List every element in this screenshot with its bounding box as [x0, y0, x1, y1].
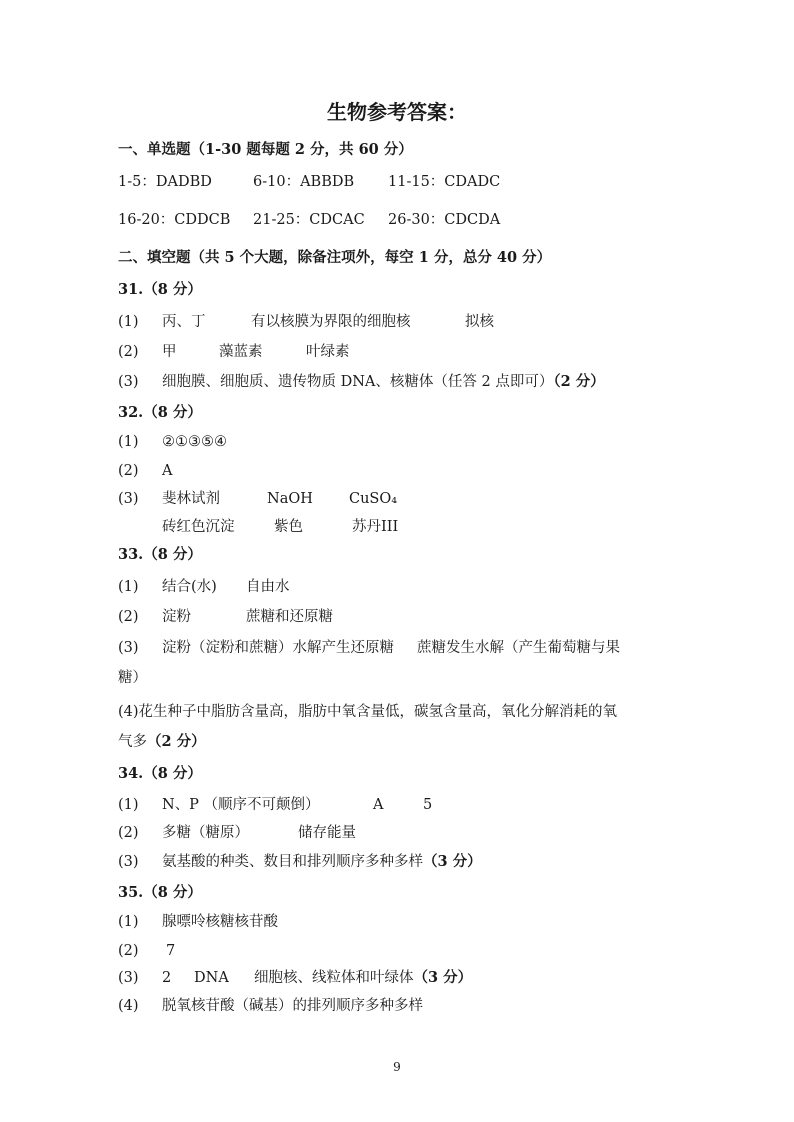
answer-text: 腺嘌呤核糖核苷酸: [162, 914, 278, 930]
answer-text: 储存能量: [298, 825, 356, 841]
q32-answer-1: [118, 432, 227, 452]
answer-text: 氨基酸的种类、数目和排列顺序多种多样: [162, 854, 423, 870]
answer-text: 有以核膜为界限的细胞核: [251, 314, 411, 330]
score-note: （2 分）: [553, 373, 605, 390]
section-heading-fill-in: 二、填空题（共 5 个大题，除备注项外，每空 1 分，总分 40 分）: [118, 249, 552, 266]
item-number: (1): [118, 434, 139, 450]
q31-answer-1: [118, 312, 494, 332]
q34-answer-1: [118, 795, 432, 815]
q33-answer-3-continued: 糖）: [118, 670, 147, 686]
answer-text: 紫色: [274, 519, 303, 535]
item-number: (1): [118, 797, 139, 813]
mc-answers-row-1: [118, 172, 500, 192]
q32-answer-3-continued: [162, 517, 398, 537]
answer-text: ②①③⑤④: [162, 434, 227, 450]
item-number: (3): [118, 854, 139, 870]
answer-text: NaOH: [267, 491, 313, 507]
q32-answer-2: [118, 461, 172, 481]
item-number: (2): [118, 825, 139, 841]
q33-answer-3: [118, 638, 620, 658]
answer-text: 自由水: [246, 579, 290, 595]
q35-answer-1: [118, 912, 278, 932]
answer-text: 藻蓝素: [219, 344, 263, 360]
score-note: （3 分）: [423, 853, 482, 870]
section-heading-single-choice: 一、单选题（1-30 题每题 2 分，共 60 分）: [118, 141, 413, 158]
item-number: (1): [118, 914, 139, 930]
answer-text: 多糖（糖原）: [162, 825, 249, 841]
answer-text: 蔗糖发生水解（产生葡萄糖与果: [417, 640, 620, 656]
q33-answer-4-continued: [118, 732, 206, 752]
q33-answer-4: (4)花生种子中脂肪含量高，脂肪中氧含量低，碳氢含量高，氧化分解消耗的氧: [118, 704, 618, 720]
q31-answer-2: [118, 342, 350, 362]
q35-answer-3: [118, 968, 472, 988]
answer-text: 2: [162, 970, 172, 986]
item-number: (2): [118, 463, 139, 479]
answer-text: 苏丹III: [352, 519, 399, 535]
item-number: (4): [118, 998, 139, 1014]
answer-text: 5: [423, 797, 433, 813]
mc-answer-group: 26-30：CDCDA: [388, 212, 501, 228]
score-note: （3 分）: [413, 969, 473, 986]
item-number: (1): [118, 314, 139, 330]
answer-text: 7: [166, 943, 176, 959]
answer-text: N、P （顺序不可颠倒）: [162, 797, 320, 813]
item-number: (1): [118, 579, 139, 595]
answer-text: 气多: [118, 734, 147, 750]
answer-text: CuSO₄: [349, 491, 398, 507]
item-number: (3): [118, 640, 139, 656]
q33-answer-2: [118, 607, 333, 627]
answer-text: DNA: [194, 970, 229, 986]
answer-text: 蔗糖和还原糖: [246, 609, 333, 625]
answer-text: 甲: [162, 344, 177, 360]
page-title: 生物参考答案：: [327, 100, 467, 124]
mc-answer-group: 16-20：CDDCB: [118, 212, 231, 228]
q32-answer-3: [118, 489, 397, 509]
item-number: (3): [118, 491, 139, 507]
mc-answer-group: 1-5：DADBD: [118, 174, 212, 190]
item-number: (3): [118, 970, 139, 986]
q33-answer-1: [118, 577, 290, 597]
question-33-heading: 33.（8 分）: [118, 546, 202, 563]
answer-text: 砖红色沉淀: [162, 519, 235, 535]
question-31-heading: 31.（8 分）: [118, 281, 202, 298]
q35-answer-4: [118, 996, 423, 1016]
q35-answer-2: [118, 941, 175, 961]
answer-text: 淀粉（淀粉和蔗糖）水解产生还原糖: [162, 640, 394, 656]
answer-text: 拟核: [465, 314, 494, 330]
question-35-heading: 35.（8 分）: [118, 884, 202, 901]
answer-text: 叶绿素: [306, 344, 350, 360]
q31-answer-3: [118, 372, 605, 392]
answer-text: 细胞膜、细胞质、遗传物质 DNA、核糖体（任答 2 点即可）: [162, 374, 554, 390]
mc-answer-group: 11-15：CDADC: [388, 174, 501, 190]
answer-text: A: [162, 463, 173, 479]
answer-text: A: [373, 797, 384, 813]
answer-text: 脱氧核苷酸（碱基）的排列顺序多种多样: [162, 998, 423, 1014]
item-number: (2): [118, 609, 139, 625]
score-note: （2 分）: [147, 733, 206, 750]
q34-answer-2: [118, 823, 356, 843]
item-number: (2): [118, 344, 139, 360]
q34-answer-3: [118, 852, 482, 872]
answer-text: 细胞核、线粒体和叶绿体: [254, 970, 414, 986]
item-number: (2): [118, 943, 139, 959]
page-number: 9: [393, 1060, 401, 1074]
item-number: (3): [118, 374, 139, 390]
answer-text: 结合(水): [162, 579, 217, 595]
answer-text: 斐林试剂: [162, 491, 220, 507]
answer-text: 淀粉: [162, 609, 191, 625]
mc-answers-row-2: [118, 210, 500, 230]
mc-answer-group: 21-25：CDCAC: [253, 212, 365, 228]
mc-answer-group: 6-10：ABBDB: [253, 174, 355, 190]
question-34-heading: 34.（8 分）: [118, 765, 202, 782]
answer-text: 丙、丁: [162, 314, 206, 330]
question-32-heading: 32.（8 分）: [118, 404, 202, 421]
